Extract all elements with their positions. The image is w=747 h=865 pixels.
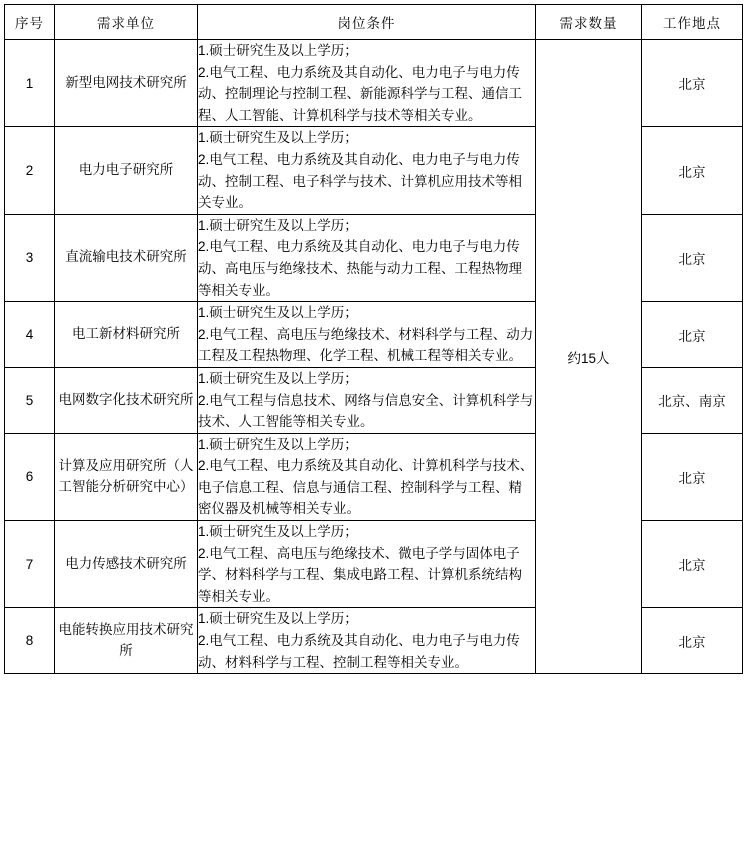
row-index: 7 [5,521,55,608]
condition-line: 1.硕士研究生及以上学历； [198,436,358,452]
row-location: 北京 [642,608,743,674]
condition-line: 2.电气工程、电力系统及其自动化、电力电子与电力传动、高电压与绝缘技术、热能与动力工程、工程热物理等相关专业。 [198,239,522,298]
row-index: 1 [5,40,55,127]
header-unit: 需求单位 [55,5,198,40]
demand-count-value: 约15人 [536,40,642,674]
header-work-location: 工作地点 [642,5,743,40]
row-index: 2 [5,127,55,214]
row-index: 4 [5,302,55,368]
row-conditions [198,40,536,127]
table-row [5,40,743,127]
row-location: 北京 [642,127,743,214]
condition-line: 1.硕士研究生及以上学历； [198,524,358,540]
row-location: 北京 [642,214,743,301]
row-conditions [198,521,536,608]
condition-line: 2.电气工程、电力系统及其自动化、计算机科学与技术、电子信息工程、信息与通信工程、控制科学与工程、精密仪器及机械等相关专业。 [198,458,534,517]
row-conditions [198,302,536,368]
row-index: 6 [5,433,55,520]
condition-line: 2.电气工程、高电压与绝缘技术、微电子学与固体电子学、材料科学与工程、集成电路工程、计算机系统结构等相关专业。 [198,545,522,604]
row-conditions [198,433,536,520]
row-conditions [198,608,536,674]
condition-line: 2.电气工程、电力系统及其自动化、电力电子与电力传动、控制理论与控制工程、新能源科学与工程、通信工程、人工智能、计算机科学与技术等相关专业。 [198,64,522,123]
row-index: 8 [5,608,55,674]
row-location: 北京 [642,521,743,608]
row-unit: 电网数字化技术研究所 [55,367,198,433]
row-unit: 直流输电技术研究所 [55,214,198,301]
table-header [5,5,743,40]
row-unit: 电力传感技术研究所 [55,521,198,608]
row-index: 3 [5,214,55,301]
row-unit: 计算及应用研究所（人工智能分析研究中心） [55,433,198,520]
header-conditions: 岗位条件 [198,5,536,40]
row-index: 5 [5,367,55,433]
table-header-row [5,5,743,40]
condition-line: 2.电气工程与信息技术、网络与信息安全、计算机科学与技术、人工智能等相关专业。 [198,392,534,430]
row-conditions [198,214,536,301]
condition-line: 2.电气工程、电力系统及其自动化、电力电子与电力传动、材料科学与工程、控制工程等相关专业。 [198,633,520,670]
row-conditions [198,367,536,433]
row-unit: 电力电子研究所 [55,127,198,214]
condition-line: 1.硕士研究生及以上学历； [198,130,358,146]
row-location: 北京 [642,40,743,127]
row-unit: 电工新材料研究所 [55,302,198,368]
row-conditions [198,127,536,214]
condition-line: 2.电气工程、高电压与绝缘技术、材料科学与工程、动力工程及工程热物理、化学工程、机械工程等相关专业。 [198,326,534,364]
condition-line: 1.硕士研究生及以上学历； [198,305,358,321]
row-unit: 新型电网技术研究所 [55,40,198,127]
condition-line: 2.电气工程、电力系统及其自动化、电力电子与电力传动、控制工程、电子科学与技术、计算机应用技术等相关专业。 [198,151,522,211]
row-location: 北京 [642,433,743,520]
condition-line: 1.硕士研究生及以上学历； [198,43,358,58]
condition-line: 1.硕士研究生及以上学历； [198,217,358,233]
row-location: 北京、南京 [642,367,743,433]
row-unit: 电能转换应用技术研究所 [55,608,198,674]
condition-line: 1.硕士研究生及以上学历； [198,611,358,627]
row-location: 北京 [642,302,743,368]
condition-line: 1.硕士研究生及以上学历； [198,370,358,386]
header-index: 序号 [5,5,55,40]
table-body [5,40,743,674]
header-demand-count: 需求数量 [536,5,642,40]
recruitment-requirements-table [4,4,743,674]
